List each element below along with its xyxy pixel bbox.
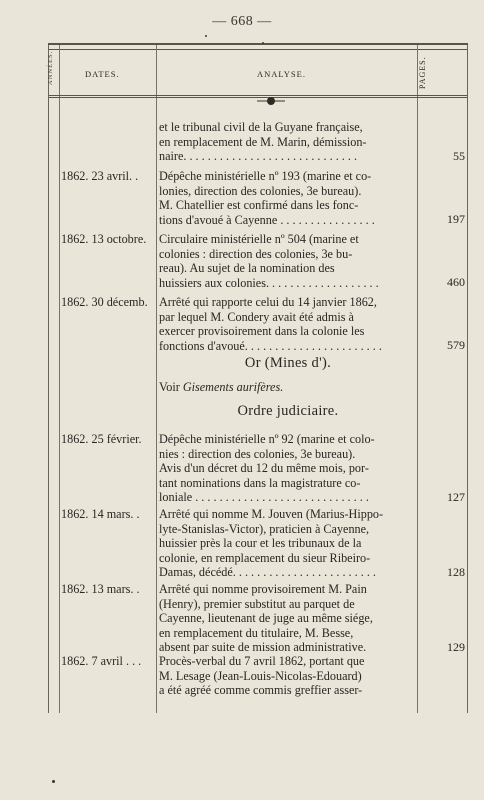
entry-text: Arrêté qui nomme M. Jouven (Marius-Hippo- lyte-Stanislas-Victor), praticien à Cayenne, huissier près la cour et les tribunaux de la colonie, en remplacement du sieur Ribeiro- Damas, décédé. . . . . . . . . . . . . . . . . . . . . . . .	[159, 507, 384, 579]
entry-text: Circulaire ministérielle nº 504 (marine et colonies : direction des colonies, 3e bu- reau). Au sujet de la nomination des huissiers aux colonies. . . . . . . . . . . . . . . . . . .	[159, 232, 379, 290]
entry-text: Dépêche ministérielle nº 193 (marine et co- lonies, direction des colonies, 3e bureau). M. Chatellier est confirmé dans les fonc- tions d'avoué à Cayenne . . . . . . . . . . . . . . . .	[159, 169, 375, 227]
entry-page: 128	[447, 565, 465, 579]
entries-list	[49, 45, 467, 713]
entry-text: Arrêté qui rapporte celui du 14 janvier 1862, par lequel M. Condery avait été admis à exercer provisoirement dans la colonie les fonctions d'avoué. . . . . . . . . . . . . . . . . . . . . . .	[159, 295, 382, 353]
ledger-table	[48, 45, 468, 713]
entry-text: et le tribunal civil de la Guyane française, en remplacement de M. Marin, démission- naire. . . . . . . . . . . . . . . . . . . . . . . . . . . . .	[159, 120, 367, 163]
see-also-reference: Voir Gisements aurifères.	[159, 380, 284, 394]
paper-speck	[262, 42, 264, 44]
entry-text: Arrêté qui nomme provisoirement M. Pain (Henry), premier substitut au parquet de Cayenne, lieutenant de juge au même siége, en remplacement du titulaire, M. Besse, absent par suite de mission administrative.	[159, 582, 373, 654]
entry-page: 55	[453, 149, 465, 163]
header-pages: PAGES.	[418, 56, 427, 90]
entry-date: 1862. 13 mars. .	[61, 582, 140, 596]
header-years: ANNÉES.	[47, 50, 54, 85]
paper-speck	[205, 35, 207, 37]
paper-speck	[52, 780, 55, 783]
entry-date: 1862. 14 mars. .	[61, 507, 140, 521]
entry-date: 1862. 23 avril. .	[61, 169, 139, 183]
entry-date: 1862. 13 octobre.	[61, 232, 147, 246]
section-heading-or: Or (Mines d').	[244, 355, 332, 371]
header-analyse: ANALYSE.	[257, 69, 306, 79]
section-heading-ordre-judiciaire: Ordre judiciaire.	[237, 403, 339, 419]
entry-text: Dépêche ministérielle nº 92 (marine et colo- nies : direction des colonies, 3e bureau). Avis d'un décret du 12 du même mois, por- tant nominations dans la magistrature co- loniale . . . . . . . . . . . . . . . . . . . . . . . . . . . . .	[159, 432, 375, 504]
entry-page: 129	[447, 640, 465, 654]
entry-text: Procès-verbal du 7 avril 1862, portant que M. Lesage (Jean-Louis-Nicolas-Edouard) a été agréé comme commis greffier asser-	[159, 654, 365, 697]
entry-page: 579	[447, 338, 465, 352]
entry-page: 197	[447, 212, 465, 226]
header-dates: DATES.	[85, 69, 120, 79]
entry-date: 1862. 30 décemb.	[61, 295, 148, 309]
page-number: — 668 —	[212, 14, 272, 29]
entry-date: 1862. 25 février.	[61, 432, 142, 446]
entry-page: 127	[447, 490, 465, 504]
entry-date: 1862. 7 avril . . .	[61, 654, 142, 668]
entry-page: 460	[447, 275, 465, 289]
